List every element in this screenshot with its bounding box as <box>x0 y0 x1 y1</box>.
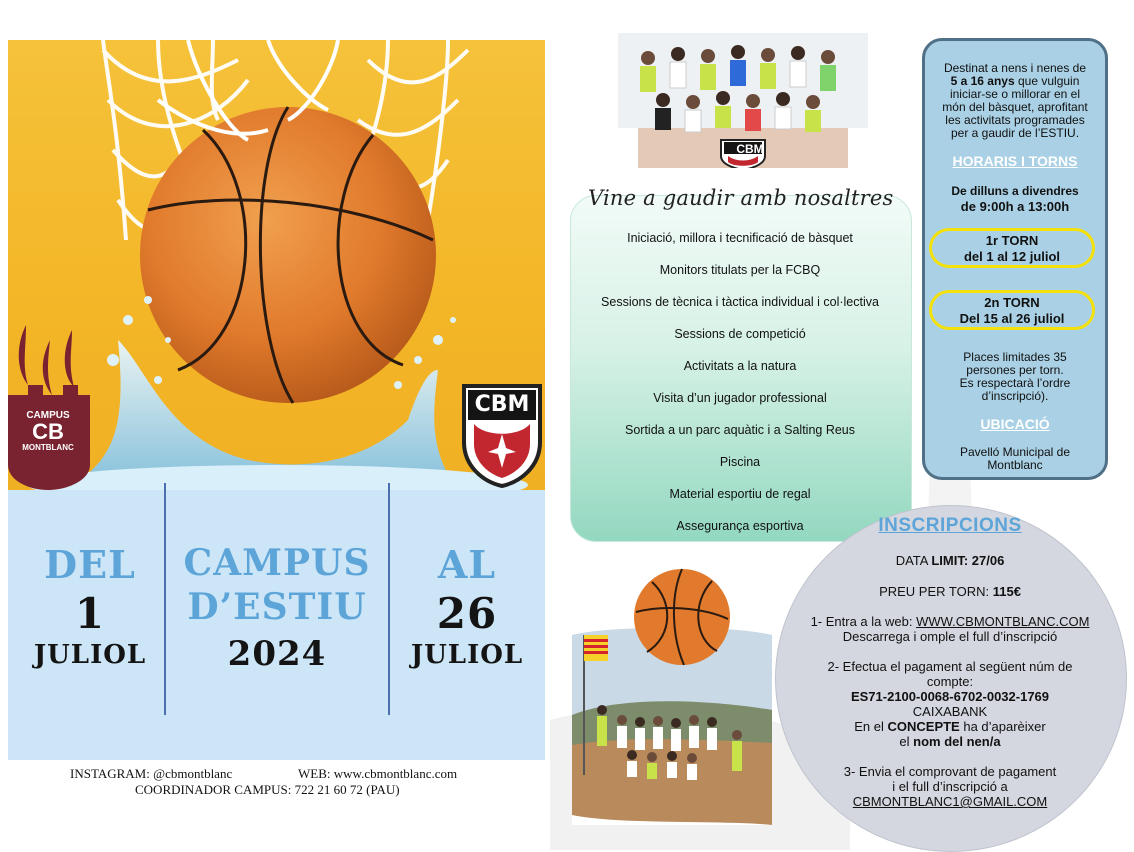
activity-item: Sessions de tècnica i tàctica individual i col·lectiva <box>601 295 879 309</box>
intro-line: Destinat a nens i nenes de <box>943 61 1087 75</box>
activities-title: Vine a gaudir amb nosaltres <box>588 186 894 210</box>
end-day: 26 <box>436 589 498 638</box>
schedule-days: De dilluns a divendres <box>951 184 1079 198</box>
deadline-bold: LIMIT <box>931 553 964 568</box>
torn-2-dates: Del 15 al 26 juliol <box>959 311 1065 326</box>
end-month: JULIOL <box>410 640 524 670</box>
logo-line-montblanc: MONTBLANC <box>22 443 74 452</box>
activity-item: Assegurança esportiva <box>676 519 804 533</box>
schedule-hours: de 9:00h a 13:00h <box>960 199 1070 214</box>
iban-number: ES71-2100-0068-6702-0032-1769 <box>850 689 1050 704</box>
step-1-text: 1- Entra a la web: <box>810 614 917 629</box>
step-2-line: compte: <box>926 674 974 689</box>
concept-line <box>775 719 1125 734</box>
torn-1-title: 1r TORN <box>985 233 1039 248</box>
bank-name: CAIXABANK <box>912 704 988 719</box>
concept-text: ha d’aparèixer <box>959 719 1046 734</box>
label-al: AL <box>437 542 497 587</box>
coordinator-phone: COORDINADOR CAMPUS: 722 21 60 72 (PAU) <box>135 782 400 797</box>
basketball-icon <box>632 567 732 667</box>
cbm-shield-text: CBM <box>474 392 530 417</box>
step-1-detail: Descarrega i omple el full d’inscripció <box>842 629 1058 644</box>
horaris-heading: HORARIS I TORNS <box>952 153 1078 169</box>
step-3-line: 3- Envia el comprovant de pagament <box>843 764 1057 779</box>
torn-2-badge <box>929 290 1095 330</box>
intro-line: món del bàsquet, aprofitant <box>942 100 1088 114</box>
poster-campus-title <box>168 480 386 712</box>
poster-start-date <box>20 480 160 712</box>
price-line <box>775 584 1125 599</box>
concept-bold: CONCEPTE <box>887 719 960 734</box>
activity-item: Sortida a un parc aquàtic i a Salting Reus <box>625 423 855 437</box>
places-line: Es respectarà l’ordre <box>959 376 1071 390</box>
activity-item: Visita d’un jugador professional <box>653 391 827 405</box>
deadline-line <box>775 553 1125 568</box>
places-line: Places limitades 35 <box>963 350 1067 364</box>
torn-1-dates: del 1 al 12 juliol <box>963 249 1061 264</box>
logo-line-campus: CAMPUS <box>26 410 70 421</box>
location-line: Pavelló Municipal de <box>959 445 1071 459</box>
title-campus: CAMPUS <box>183 542 371 584</box>
step-2-line: 2- Efectua el pagament al següent núm de <box>827 659 1073 674</box>
ubicacio-heading: UBICACIÓ <box>980 416 1050 432</box>
price-value: 115€ <box>992 584 1021 599</box>
intro-line: per a gaudir de l’ESTIU. <box>950 126 1080 140</box>
activity-item: Sessions de competició <box>674 327 806 341</box>
concept-line-2 <box>775 734 1125 749</box>
concept-text: En el <box>854 719 888 734</box>
poster-divider-1 <box>164 483 166 715</box>
activity-item: Iniciació, millora i tecnificació de bàsquet <box>627 231 853 245</box>
poster-illustration <box>8 40 545 490</box>
activity-item: Monitors titulats per la FCBQ <box>659 263 821 277</box>
places-line: persones per torn. <box>966 363 1064 377</box>
intro-line: les activitats programades <box>945 113 1085 127</box>
inscripcions-heading: INSCRIPCIONS <box>878 515 1022 536</box>
poster-divider-2 <box>388 483 390 715</box>
places-line: d’inscripció). <box>981 389 1049 403</box>
campus-logo-text <box>8 410 88 452</box>
title-destiu: D’ESTIU <box>187 586 367 628</box>
deadline-label: DATA <box>895 553 932 568</box>
concept-text: el <box>899 734 914 749</box>
website-footer: WEB: www.cbmontblanc.com <box>298 766 458 781</box>
deadline-value: : 27/06 <box>963 553 1005 568</box>
logo-line-cb: CB <box>32 419 64 444</box>
torn-2-title: 2n TORN <box>984 295 1040 310</box>
campus-cb-montblanc-logo <box>8 325 96 490</box>
step-1-line <box>775 614 1125 629</box>
photo-badge-text: CBM <box>736 142 764 156</box>
activity-item: Activitats a la natura <box>683 359 797 373</box>
torn-1-badge <box>929 228 1095 268</box>
concept-bold: nom del nen/a <box>913 734 1001 749</box>
website-link[interactable]: WWW.CBMONTBLANC.COM <box>916 614 1090 629</box>
intro-line: que vulguin <box>1014 74 1080 88</box>
start-month: JULIOL <box>33 640 147 670</box>
activity-item: Piscina <box>719 455 761 469</box>
start-day: 1 <box>74 589 106 638</box>
poster-end-date <box>392 480 542 712</box>
location-line: Montblanc <box>987 458 1043 472</box>
title-year: 2024 <box>227 634 327 674</box>
price-label: PREU PER TORN: <box>879 584 993 599</box>
email-link[interactable]: CBMONTBLANC1@GMAIL.COM <box>852 794 1048 809</box>
age-range: 5 a 16 anys <box>950 74 1015 88</box>
activity-item: Material esportiu de regal <box>669 487 811 501</box>
instagram-handle: INSTAGRAM: @cbmontblanc <box>70 766 233 781</box>
intro-line: iniciar-se o millorar en el <box>949 87 1081 101</box>
label-del: DEL <box>44 542 136 587</box>
step-3-line: i el full d’inscripció a <box>892 779 1008 794</box>
